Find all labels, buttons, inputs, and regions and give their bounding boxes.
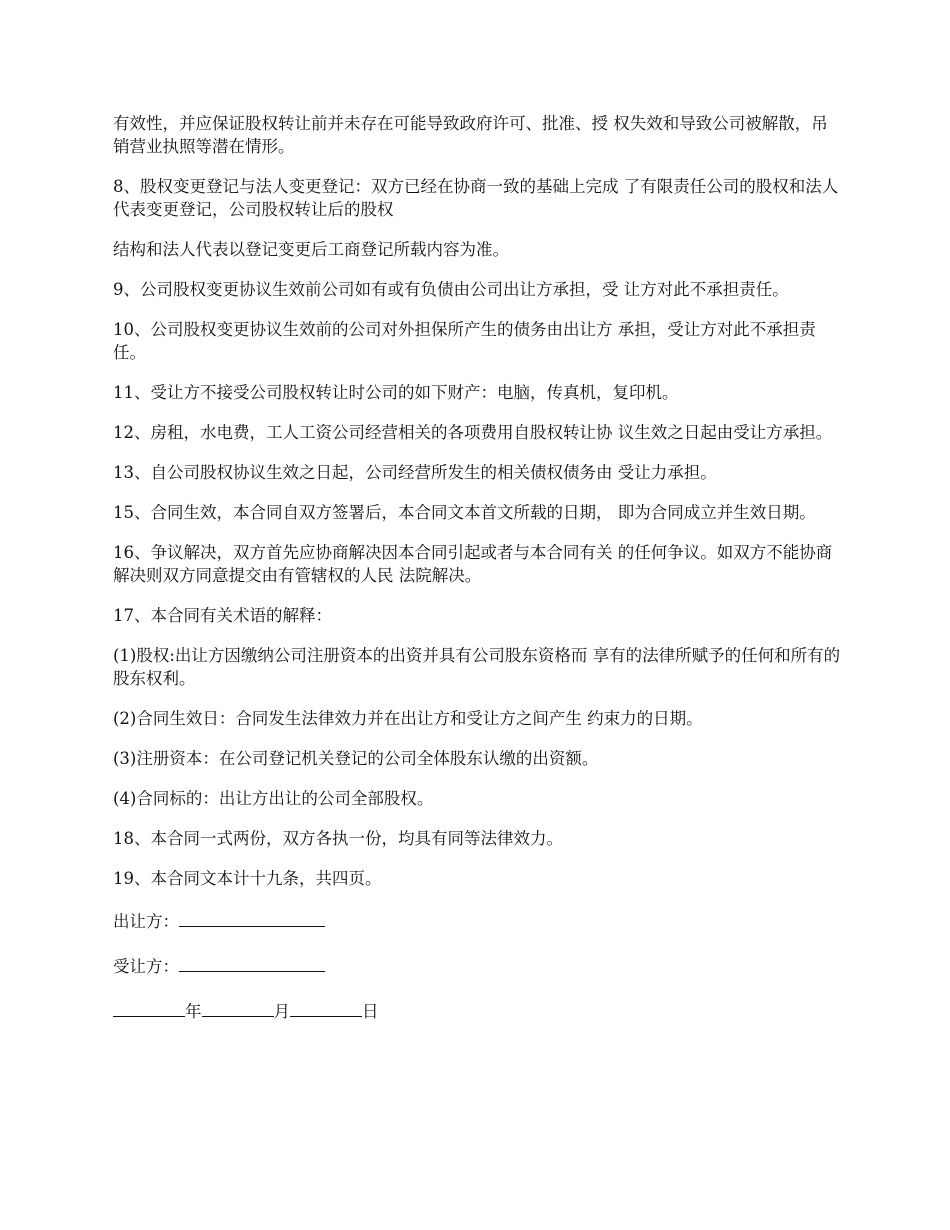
- paragraph-13: (2)合同生效日：合同发生法律效力并在出让方和受让方之间产生 约束力的日期。: [113, 709, 703, 728]
- paragraph-17: 19、本合同文本计十九条，共四页。: [113, 869, 382, 888]
- day-blank[interactable]: [290, 997, 362, 1017]
- paragraph-2: 8、股权变更登记与法人变更登记：双方已经在协商一致的基础上完成 了有限责任公司的股权和法人代表变更登记，公司股权转让后的股权: [113, 177, 839, 219]
- paragraph-15: (4)合同标的：出让方出让的公司全部股权。: [113, 789, 434, 808]
- paragraph-12: (1)股权:出让方因缴纳公司注册资本的出资并具有公司股东资格而 享有的法律所赋予的任何和所有的股东权利。: [113, 646, 841, 688]
- paragraph-3: 结构和法人代表以登记变更后工商登记所载内容为准。: [113, 240, 509, 259]
- paragraph-7: 12、房租，水电费，工人工资公司经营相关的各项费用自股权转让协 议生效之日起由受让方承担。: [113, 423, 833, 442]
- day-label: 日: [362, 1002, 379, 1021]
- document-body: [113, 112, 841, 1042]
- paragraph-10: 16、争议解决，双方首先应协商解决因本合同引起或者与本合同有关 的任何争议。如双方不能协商解决则双方同意提交由有管辖权的人民 法院解决。: [113, 543, 833, 585]
- paragraph-1: 有效性，并应保证股权转让前并未存在可能导致政府许可、批准、授 权失效和导致公司被解散，吊销营业执照等潜在情形。: [113, 114, 828, 156]
- transferor-signature-line: [113, 907, 841, 933]
- month-label: 月: [273, 1002, 290, 1021]
- transferee-label: 受让方：: [113, 957, 179, 976]
- date-line: [113, 997, 841, 1023]
- paragraph-5: 10、公司股权变更协议生效前的公司对外担保所产生的债务由出让方 承担，受让方对此不承担责任。: [113, 320, 816, 362]
- year-label: 年: [185, 1002, 202, 1021]
- transferor-signature-blank[interactable]: [179, 907, 325, 927]
- transferor-label: 出让方：: [113, 912, 179, 931]
- paragraph-8: 13、自公司股权协议生效之日起，公司经营所发生的相关债权债务由 受让力承担。: [113, 463, 717, 482]
- paragraph-9: 15、合同生效，本合同自双方签署后，本合同文本首文所载的日期， 即为合同成立并生效日期。: [113, 503, 816, 522]
- transferee-signature-line: [113, 952, 841, 978]
- month-blank[interactable]: [202, 997, 274, 1017]
- year-blank[interactable]: [113, 997, 185, 1017]
- transferee-signature-blank[interactable]: [179, 952, 325, 972]
- paragraph-6: 11、受让方不接受公司股权转让时公司的如下财产：电脑，传真机，复印机。: [113, 383, 679, 402]
- paragraph-4: 9、公司股权变更协议生效前公司如有或有负债由公司出让方承担，受 让方对此不承担责任。: [113, 280, 789, 299]
- paragraph-14: (3)注册资本：在公司登记机关登记的公司全体股东认缴的出资额。: [113, 749, 599, 768]
- paragraph-16: 18、本合同一式两份，双方各执一份，均具有同等法律效力。: [113, 829, 563, 848]
- paragraph-11: 17、本合同有关术语的解释：: [113, 606, 332, 625]
